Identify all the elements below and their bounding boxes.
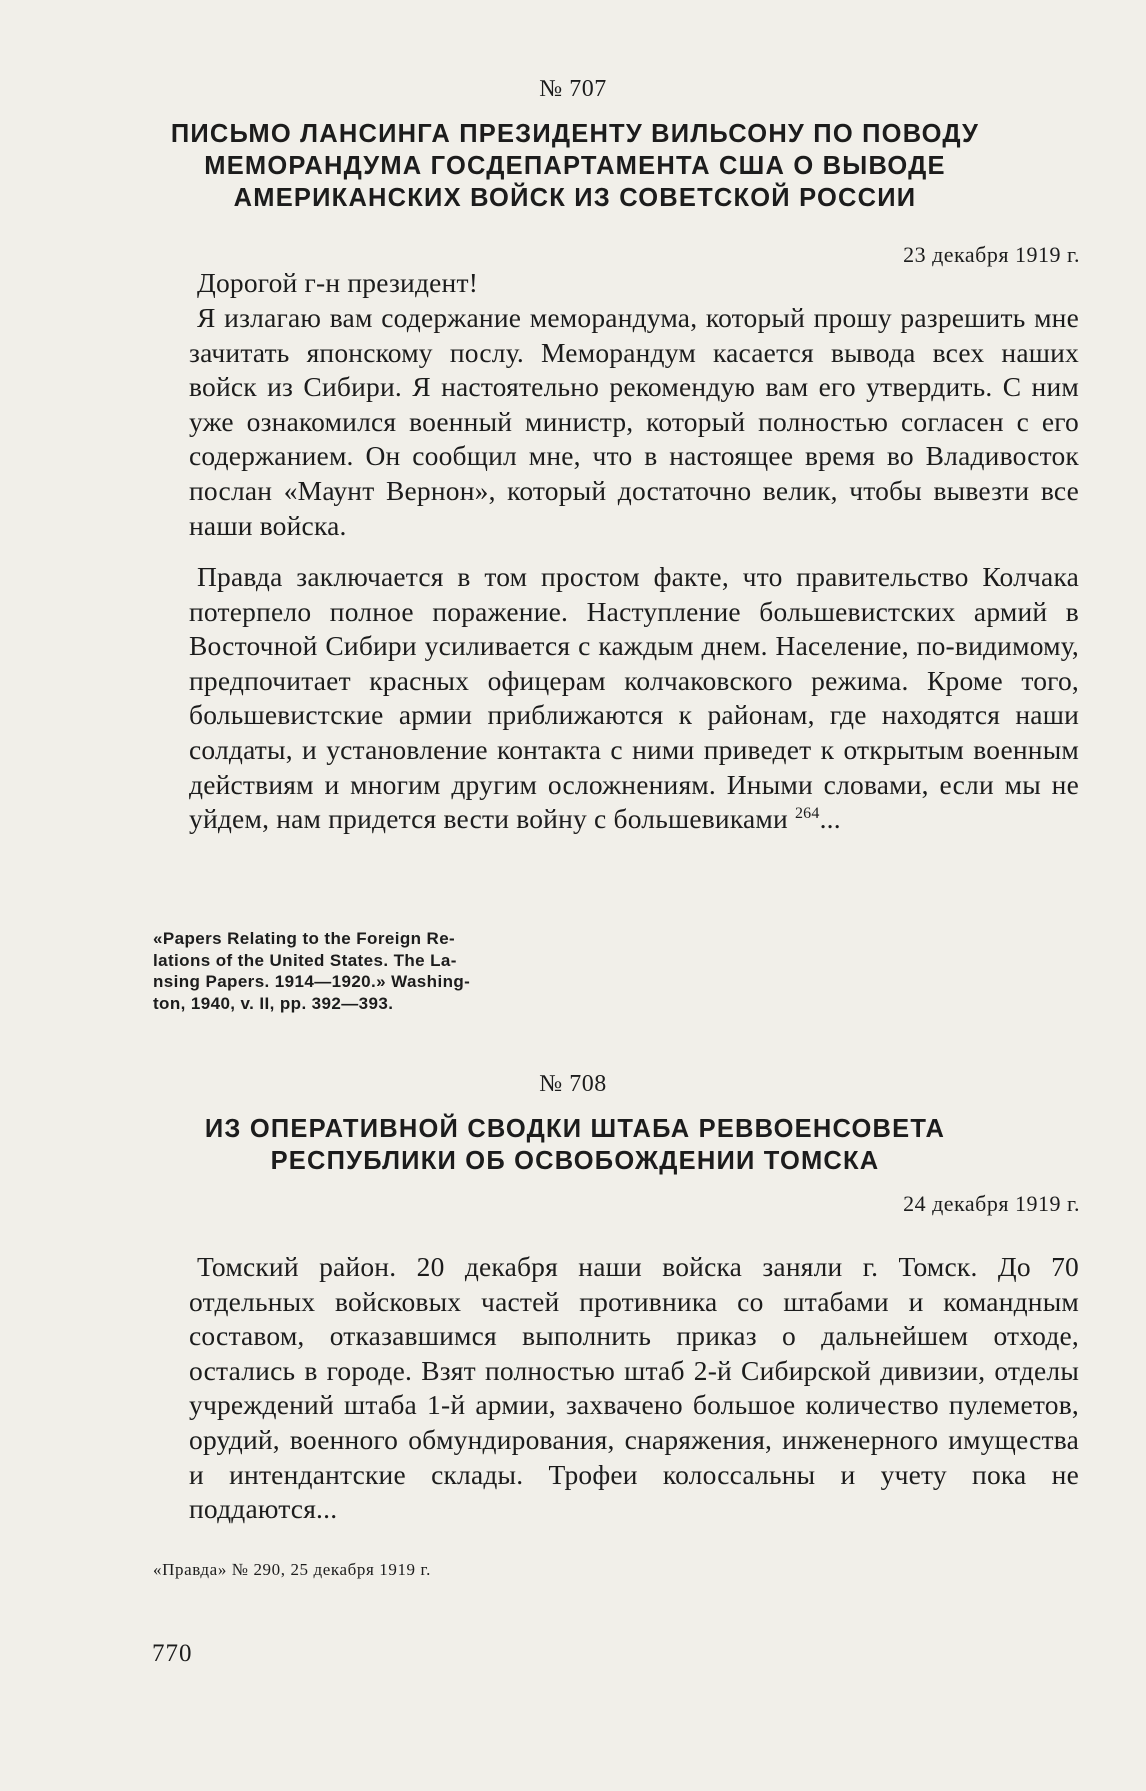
source-citation [153, 928, 543, 1014]
report-paragraph: Томский район. 20 декабря наши войска заняли г. Томск. До 70 отдельных войсковых частей противника со штабами и командным составом, отказавшимся выполнить приказ о дальнейшем отходе, остались в городе. Взят полностью штаб 2-й Сибирской дивизии, отделы учреждений штаба 1-й армии, захвачено большое количество пулеметов, орудий, военного обмундирования, снаряжения, инженерного имущества и интендантские склады. Трофеи колоссальны и учету пока не поддаются... [189, 1251, 1079, 1525]
title-line: АМЕРИКАНСКИХ ВОЙСК ИЗ СОВЕТСКОЙ РОССИИ [233, 184, 917, 212]
document-date: 24 декабря 1919 г. [903, 1191, 1080, 1216]
source-citation: «Правда» № 290, 25 декабря 1919 г. [153, 1560, 432, 1579]
document-title [150, 1113, 1000, 1177]
document-title [150, 118, 1000, 214]
document-number: № 707 [539, 76, 607, 102]
paragraph-text: Правда заключается в том простом факте, что правительство Колчака потерпело полное поражение. Наступление большевистских армий в Восточной Сибири усиливается с каждым днем. Население, по-видимому, предпочитает красных офицерам колчаковского режима. Кроме того, большевистские армии приближаются к районам, где находятся наши солдаты, и установление контакта с ними приведет к открытым военным действиям и многим другим осложнениям. Иными словами, если мы не уйдем, нам придется вести войну с большевиками [189, 561, 1079, 835]
citation-line: lations of the United States. The La- [153, 950, 457, 970]
paragraph-ellipsis: ... [819, 803, 841, 835]
title-line: ПИСЬМО ЛАНСИНГА ПРЕЗИДЕНТУ ВИЛЬСОНУ ПО ПОВОДУ [170, 120, 980, 148]
citation-line: nsing Papers. 1914—1920.» Washing- [153, 972, 471, 991]
title-line: ИЗ ОПЕРАТИВНОЙ СВОДКИ ШТАБА РЕВВОЕНСОВЕТА [204, 1115, 946, 1143]
citation-line: «Papers Relating to the Foreign Re- [153, 929, 456, 948]
title-line: МЕМОРАНДУМА ГОСДЕПАРТАМЕНТА США О ВЫВОДЕ [204, 152, 946, 180]
document-number: № 708 [539, 1071, 607, 1097]
letter-paragraph [189, 560, 1079, 837]
letter-paragraph: Я излагаю вам содержание меморандума, который прошу разрешить мне зачитать японскому послу. Меморандум касается вывода всех наших войск из Сибири. Я настоятельно рекомендую вам его утвердить. С ним уже ознакомился военный министр, который полностью согласен с его содержанием. Он сообщил мне, что в настоящее время во Владивосток послан «Маунт Вернон», который достаточно велик, чтобы вывезти все наши войска. [189, 302, 1079, 541]
footnote-reference: 264 [794, 805, 820, 823]
page-number: 770 [152, 1640, 193, 1667]
salutation: Дорогой г-н президент! [197, 267, 479, 298]
document-date: 23 декабря 1919 г. [903, 242, 1080, 267]
title-line: РЕСПУБЛИКИ ОБ ОСВОБОЖДЕНИИ ТОМСКА [270, 1147, 880, 1175]
citation-line: ton, 1940, v. II, pp. 392—393. [153, 993, 394, 1013]
